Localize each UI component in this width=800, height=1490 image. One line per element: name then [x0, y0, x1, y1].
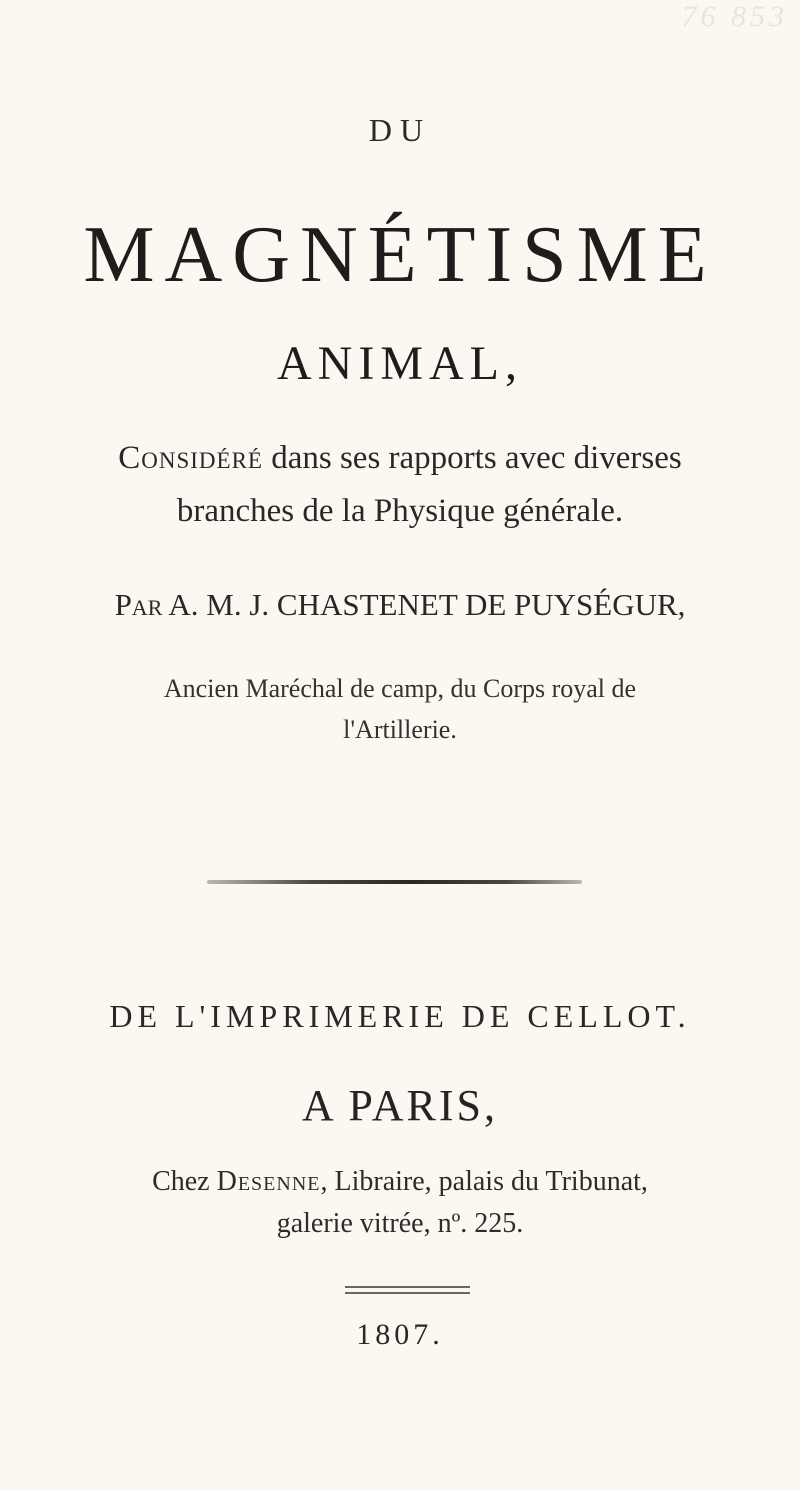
author-prefix: Par — [114, 587, 163, 622]
bookseller-name: Desenne — [216, 1166, 321, 1197]
double-rule-bottom — [345, 1292, 470, 1294]
address-rest: , Libraire, palais du Tribunat, — [320, 1166, 648, 1197]
decorative-rule — [207, 880, 582, 884]
handwritten-shelfmark: 76 853 — [681, 0, 788, 33]
double-rule-top — [345, 1286, 470, 1288]
publication-year: 1807. — [356, 1318, 444, 1351]
title-line-magnetisme: MAGNÉTISME — [83, 211, 717, 299]
author-credentials-line-2: l'Artillerie. — [343, 715, 457, 744]
author-line — [0, 587, 800, 623]
bookseller-address-line-1 — [0, 1166, 800, 1198]
subtitle-line-1-rest: dans ses rapports avec diverses — [262, 440, 682, 476]
subtitle-lead-word: Considéré — [118, 440, 263, 476]
bookseller-address-line-2: galerie vitrée, nº. 225. — [276, 1208, 524, 1239]
title-line-du: DU — [368, 112, 432, 148]
author-name: A. M. J. CHASTENET DE PUYSÉGUR, — [162, 587, 686, 622]
subtitle-line-1 — [0, 440, 800, 477]
title-line-animal: ANIMAL, — [277, 337, 523, 390]
author-credentials-line-1: Ancien Maréchal de camp, du Corps royal de — [163, 674, 637, 703]
printer-line: DE L'IMPRIMERIE DE CELLOT. — [109, 998, 691, 1034]
address-prefix: Chez — [152, 1166, 217, 1197]
subtitle-line-2: branches de la Physique générale. — [176, 493, 624, 529]
city-line: A PARIS, — [301, 1081, 499, 1130]
